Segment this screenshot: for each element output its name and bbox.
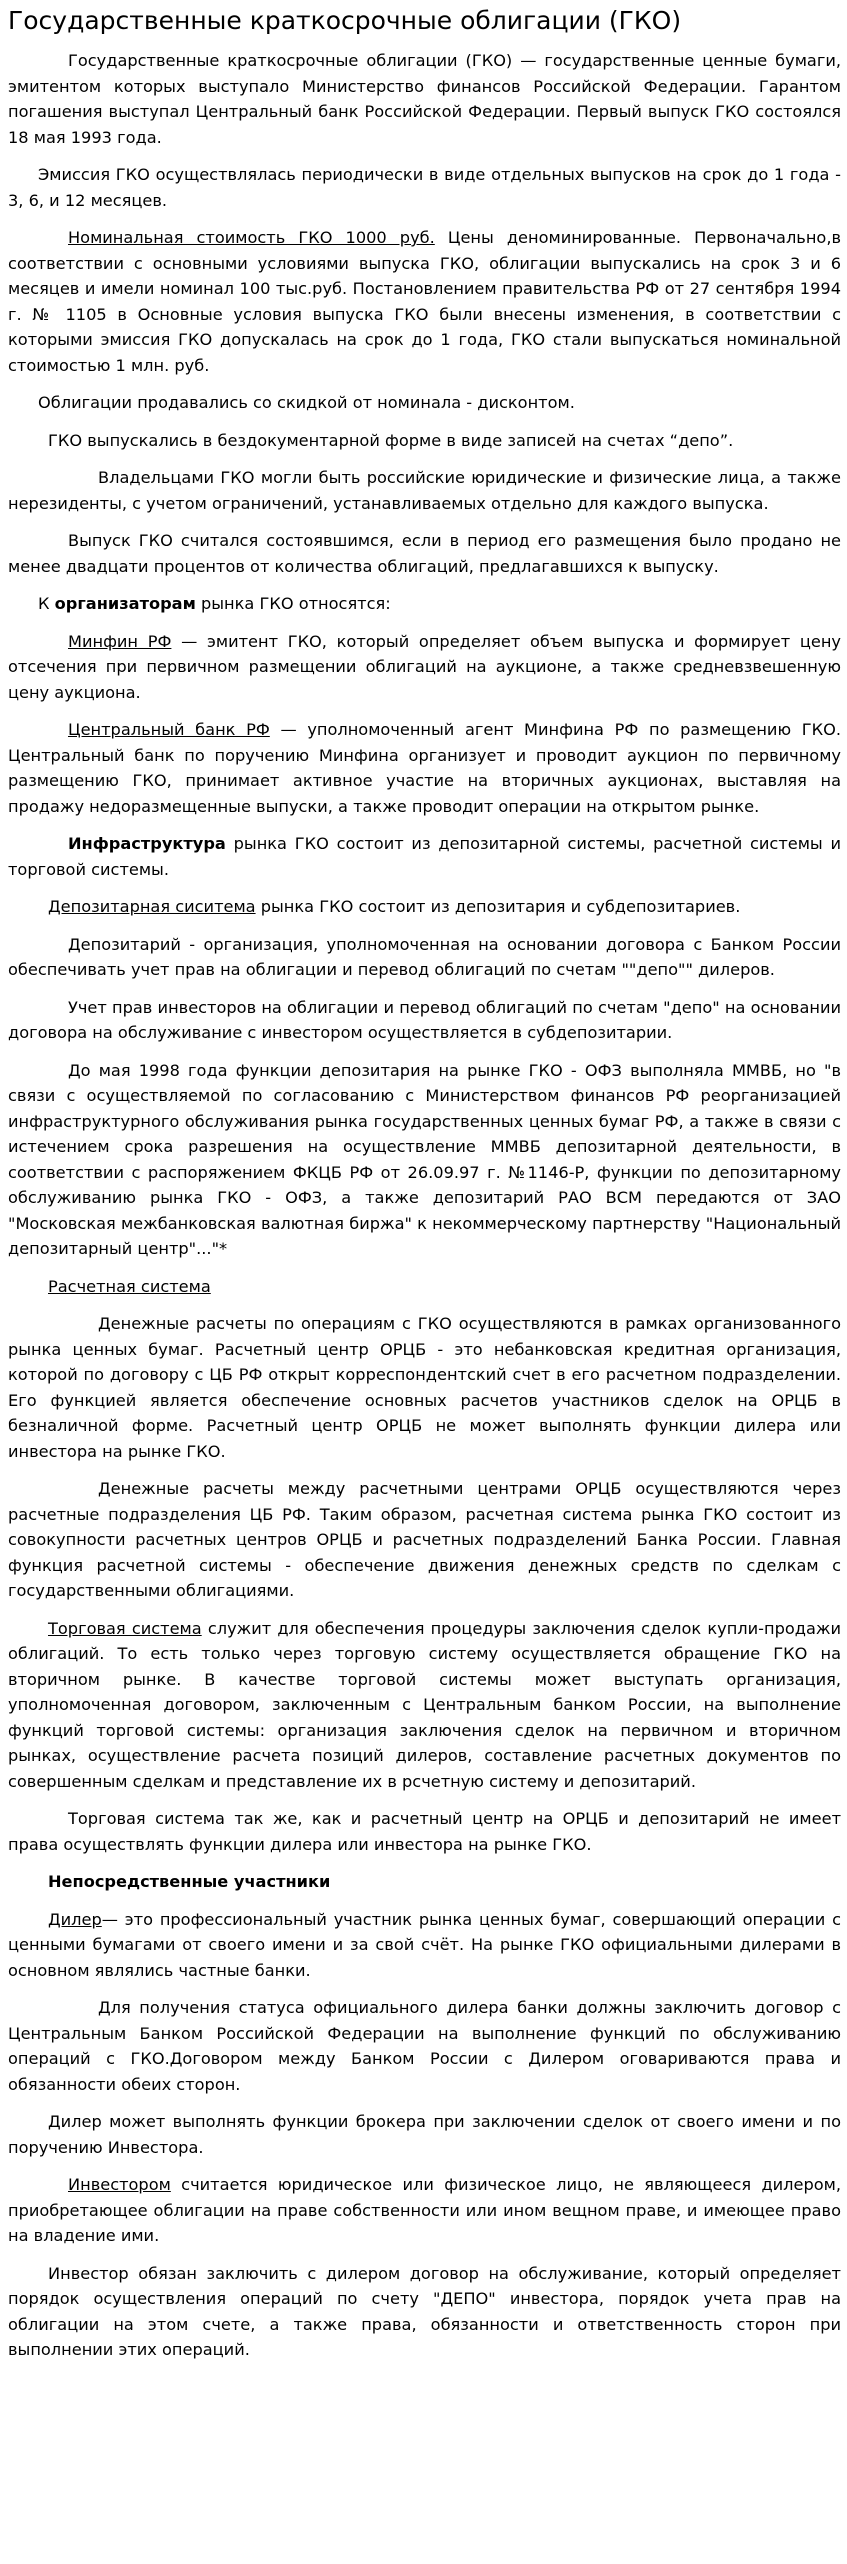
settlement-system-link[interactable]: Расчетная система <box>48 1276 211 1296</box>
minfin-link[interactable]: Минфин РФ <box>68 631 172 651</box>
paragraph-minfin <box>8 629 841 706</box>
nominal-link[interactable]: Номинальная стоимость ГКО 1000 руб. <box>68 228 435 247</box>
infrastructure-bold: Инфраструктура <box>68 834 226 853</box>
paragraph-owners: Владельцами ГКО могли быть российские юридические и физические лица, а также нерезиденты, с учетом ограничений, устанавливаемых отдельно для каждого выпуска. <box>8 468 841 513</box>
paragraph-investor-obligation: Инвестор обязан заключить с дилером договор на обслуживание, который определяет порядок осуществления операций по счету "ДЕПО" инвестора, порядок учета прав на облигации на этом счете, а также права, обязанности и ответственность сторон при выполнении этих операций. <box>8 2263 841 2359</box>
paragraph-discount: Облигации продавались со скидкой от номинала - дисконтом. <box>38 393 575 412</box>
organizers-bold: организаторам <box>54 594 196 613</box>
paragraph-text: считается юридическое или физическое лицо, не являющееся дилером, приобретающее облигации на праве собственности или ином вещном праве, и имеющее право на владение ими. <box>8 2175 841 2245</box>
paragraph-mmvb: До мая 1998 года функции депозитария на рынке ГКО - ОФЗ выполняла ММВБ, но "в связи с осуществляемой по согласованию с Министерством финансов РФ реорганизацией инфраструктурного обслуживания рынка государственных ценных бумаг РФ, а также в связи с истечением срока разрешения на осуществление ММВБ депозитарной деятельности, в соответствии с распоряжением ФКЦБ РФ от 26.09.97 г. №1146-Р, функции по депозитарному обслуживанию рынка ГКО - ОФЗ, а также депозитарий РАО ВСМ передаются от ЗАО "Московская межбанковская валютная биржа" к некоммерческому партнерству "Национальный депозитарный центр"..."* <box>8 1060 841 1258</box>
central-bank-link[interactable]: Центральный банк РФ <box>68 720 270 739</box>
paragraph-depository-system <box>8 894 841 920</box>
paragraph-settlement-heading <box>8 1274 841 1300</box>
investor-link[interactable]: Инвестором <box>68 2175 171 2194</box>
paragraph-text: рынка ГКО состоит из депозитарной системы, расчетной системы и торговой системы. <box>8 834 841 879</box>
dealer-link[interactable]: Дилер <box>48 1909 102 1929</box>
paragraph-depo-form: ГКО выпускались в бездокументарной форме в виде записей на счетах “депо”. <box>48 430 734 450</box>
paragraph-dealer-broker: Дилер может выполнять функции брокера при заключении сделок от своего имени и по поручению Инвестора. <box>8 2112 841 2157</box>
paragraph-investor <box>8 2172 841 2249</box>
paragraph-trading-restriction: Торговая система так же, как и расчетный центр на ОРЦБ и депозитарий не имеет права осуществлять функции дилера или инвестора на рынке ГКО. <box>8 1809 841 1854</box>
paragraph-text: — уполномоченный агент Минфина РФ по размещению ГКО. Центральный банк по поручению Минфина организует и проводит аукцион по первичному размещению ГКО, принимает активное участие на вторичных аукционах, выставляя на продажу недоразмещенные выпуски, а также проводит операции на открытом рынке. <box>8 720 841 816</box>
paragraph-trading-system <box>8 1616 841 1795</box>
paragraph-issue-valid: Выпуск ГКО считался состоявшимся, если в период его размещения было продано не менее двадцати процентов от количества облигаций, предлагавшихся к выпуску. <box>8 531 841 576</box>
paragraph-dealer <box>8 1907 841 1984</box>
paragraph-text: служит для обеспечения процедуры заключения сделок купли-продажи облигаций. То есть только через торговую систему осуществляется обращение ГКО на вторичном рынке. В качестве торговой системы может выступать организация, уполномоченная договором, заключенным с Центральным банком России, на выполнение функций торговой системы: организация заключения сделок на первичном и вторичном рынках, осуществление расчета позиций дилеров, составление расчетных документов по совершенным сделкам и представление их в рсчетную систему и депозитарий. <box>8 1618 841 1791</box>
paragraph-subdepository: Учет прав инвесторов на облигации и перевод облигаций по счетам "депо" на основании договора на обслуживание с инвестором осуществляется в субдепозитарии. <box>8 997 841 1042</box>
paragraph-dealer-status: Для получения статуса официального дилера банки должны заключить договор с Центральным Банком Российской Федерации на выполнение функций по обслуживанию операций с ГКО.Договором между Банком России с Дилером оговариваются права и обязанности обеих сторон. <box>8 1998 841 2094</box>
page-title: Государственные краткосрочные облигации (ГКО) <box>8 6 682 35</box>
paragraph-emission: Эмиссия ГКО осуществлялась периодически в виде отдельных выпусков на срок до 1 года - 3, 6, и 12 месяцев. <box>8 165 841 210</box>
paragraph-text: рынка ГКО состоит из депозитария и субдепозитариев. <box>255 897 741 916</box>
paragraph-text: — это профессиональный участник рынка ценных бумаг, совершающий операции с ценными бумагами от своего имени и за свой счёт. На рынке ГКО официальными дилерами в основном являлись частные банки. <box>8 1909 841 1980</box>
depository-system-link[interactable]: Депозитарная сиситема <box>48 897 256 916</box>
paragraph-central-bank <box>8 717 841 819</box>
paragraph-intro: Государственные краткосрочные облигации (ГКО) — государственные ценные бумаги, эмитентом которых выступало Министерство финансов Российской Федерации. Гарантом погашения выступал Центральный банк Российской Федерации. Первый выпуск ГКО состоялся 18 мая 1993 года. <box>8 51 841 147</box>
trading-system-link[interactable]: Торговая система <box>48 1618 202 1638</box>
paragraph-text: рынка ГКО относятся: <box>195 594 391 613</box>
paragraph-settlement-cb: Денежные расчеты между расчетными центрами ОРЦБ осуществляются через расчетные подразделения ЦБ РФ. Таким образом, расчетная система рынка ГКО состоит из совокупности расчетных центров ОРЦБ и расчетных подразделений Банка России. Главная функция расчетной системы - обеспечение движения денежных средств по сделкам с государственными облигациями. <box>8 1479 841 1600</box>
paragraph-settlement-orcb: Денежные расчеты по операциям с ГКО осуществляются в рамках организованного рынка ценных бумаг. Расчетный центр ОРЦБ - это небанковская кредитная организация, которой по договору с ЦБ РФ открыт корреспондентский счет в его расчетном подразделении. Его функцией является обеспечение основных расчетов участников сделок на ОРЦБ в безналичной форме. Расчетный центр ОРЦБ не может выполнять функции дилера или инвестора на рынке ГКО. <box>8 1314 841 1461</box>
paragraph-participants-heading <box>8 1869 841 1895</box>
paragraph-text: Цены деноминированные. Первоначально,в соответствии с основными условиями выпуска ГКО, облигации выпускались на срок 3 и 6 месяцев и имели номинал 100 тыс.руб. Постановлением правительства РФ от 27 сентября 1994 г. № 1105 в Основные условия выпуска ГКО были внесены изменения, в соответствии с которыми эмиссия ГКО допускалась на срок до 1 года, ГКО стали выпускаться номинальной стоимостью 1 млн. руб. <box>8 228 841 375</box>
paragraph-nominal <box>8 225 841 378</box>
paragraph-depository: Депозитарий - организация, уполномоченная на основании договора с Банком России обеспечивать учет прав на облигации и перевод облигаций по счетам ""депо"" дилеров. <box>8 934 841 979</box>
paragraph-infrastructure <box>8 831 841 882</box>
paragraph-organizers <box>8 591 841 617</box>
paragraph-text: К <box>38 594 55 613</box>
participants-heading: Непосредственные участники <box>48 1872 331 1891</box>
paragraph-text: — эмитент ГКО, который определяет объем выпуска и формирует цену отсечения при первичном размещении облигаций на аукционе, а также средневзвешенную цену аукциона. <box>8 631 841 702</box>
